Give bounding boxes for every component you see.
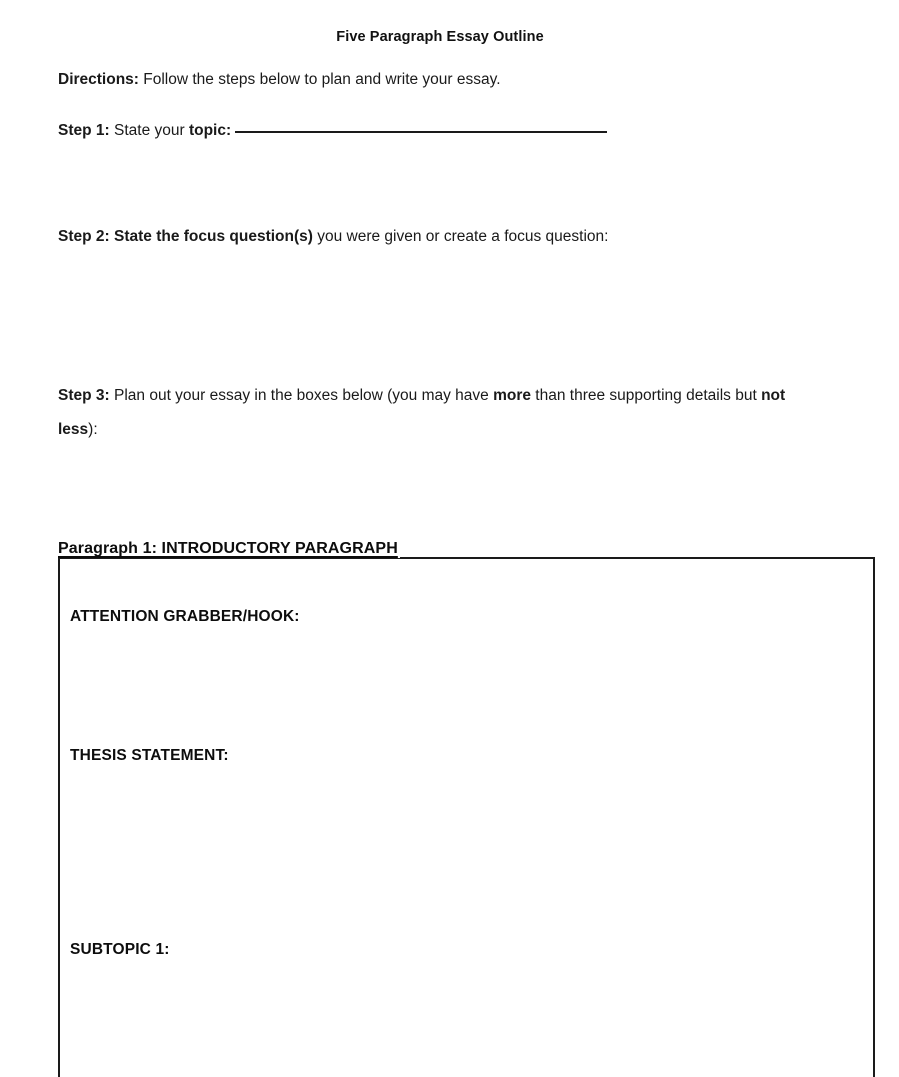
paragraph-1-heading: Paragraph 1: INTRODUCTORY PARAGRAPH	[58, 540, 398, 557]
step-3-text-part-3: ):	[88, 421, 98, 438]
step-2-text: you were given or create a focus question:	[312, 228, 609, 245]
paragraph-1-outline-box[interactable]	[58, 557, 875, 1077]
subtopic-1-label: SUBTOPIC 1:	[70, 941, 170, 958]
step-1-label: Step 1:	[58, 122, 110, 139]
step-3-line	[58, 379, 818, 447]
directions-text: Follow the steps below to plan and write your essay.	[138, 71, 501, 88]
step-3-text-part-2: than three supporting details but	[531, 387, 762, 404]
step-3-bold-not-less: not less	[58, 387, 786, 438]
step-3-label: Step 3:	[58, 387, 110, 404]
step-2-label: Step 2: State the focus question(s)	[58, 228, 313, 245]
step-2-line	[58, 220, 608, 254]
step-1-bold-text: topic:	[188, 122, 232, 139]
directions-label: Directions:	[58, 71, 139, 88]
page-title: Five Paragraph Essay Outline	[336, 29, 544, 45]
step-1-line	[58, 114, 607, 148]
directions-line	[58, 63, 501, 97]
step-3-text-part-1: Plan out your essay in the boxes below (you may have	[109, 387, 494, 404]
step-3-bold-more: more	[493, 387, 531, 404]
step-1-text: State your	[109, 122, 189, 139]
topic-answer-rule[interactable]	[235, 131, 607, 133]
thesis-statement-label: THESIS STATEMENT:	[70, 747, 229, 764]
attention-grabber-label: ATTENTION GRABBER/HOOK:	[70, 608, 300, 625]
